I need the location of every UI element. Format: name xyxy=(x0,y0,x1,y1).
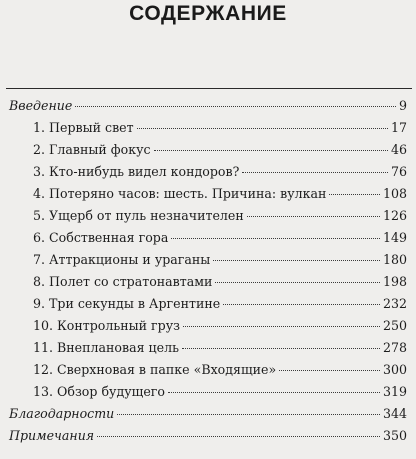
toc-entry-page-number: 344 xyxy=(382,406,407,421)
toc-entry xyxy=(33,186,407,206)
toc-entry-title: 1. Первый свет xyxy=(33,120,134,135)
toc-entry xyxy=(33,120,407,140)
toc-entry-page-number: 76 xyxy=(390,164,407,179)
toc-entry-title: Благодарности xyxy=(9,406,115,421)
toc-entry-title: Введение xyxy=(9,98,73,113)
toc-entry xyxy=(33,142,407,162)
dot-leader xyxy=(182,348,380,349)
toc-entry-page-number: 9 xyxy=(398,98,407,113)
dot-leader xyxy=(247,216,380,217)
toc-entry-title: 4. Потеряно часов: шесть. Причина: вулкан xyxy=(33,186,327,201)
toc-entry xyxy=(33,252,407,272)
toc-entry xyxy=(33,340,407,360)
page-title: СОДЕРЖАНИЕ xyxy=(129,2,287,25)
toc-entry xyxy=(9,428,407,448)
dot-leader xyxy=(137,128,388,129)
toc-entry-page-number: 198 xyxy=(382,274,407,289)
toc-entry-title: 3. Кто-нибудь видел кондоров? xyxy=(33,164,240,179)
dot-leader xyxy=(215,282,380,283)
toc-entry-page-number: 46 xyxy=(390,142,407,157)
toc-entry-title: 9. Три секунды в Аргентине xyxy=(33,296,221,311)
toc-entry-page-number: 108 xyxy=(382,186,407,201)
toc-entry-title: 10. Контрольный груз xyxy=(33,318,180,333)
toc-entry xyxy=(33,384,407,404)
toc-entry xyxy=(33,318,407,338)
dot-leader xyxy=(154,150,388,151)
dot-leader xyxy=(183,326,380,327)
dot-leader xyxy=(97,436,380,437)
toc-entry-title: 11. Внеплановая цель xyxy=(33,340,179,355)
toc-entry-title: 8. Полет со стратонавтами xyxy=(33,274,213,289)
toc-entry-page-number: 17 xyxy=(390,120,407,135)
toc-entry-page-number: 300 xyxy=(382,362,407,377)
toc-entry xyxy=(33,208,407,228)
toc-entry xyxy=(33,164,407,184)
toc-entry xyxy=(33,296,407,316)
toc-entry-page-number: 250 xyxy=(382,318,407,333)
dot-leader xyxy=(242,172,388,173)
divider-rule xyxy=(6,88,412,89)
toc-entry-title: 7. Аттракционы и ураганы xyxy=(33,252,211,267)
dot-leader xyxy=(171,238,380,239)
toc-entry-title: Примечания xyxy=(9,428,95,443)
dot-leader xyxy=(117,414,380,415)
dot-leader xyxy=(223,304,380,305)
dot-leader xyxy=(168,392,380,393)
toc-entry-page-number: 232 xyxy=(382,296,407,311)
toc-entry-title: 2. Главный фокус xyxy=(33,142,151,157)
toc-entry-title: 13. Обзор будущего xyxy=(33,384,165,399)
toc-entry xyxy=(33,230,407,250)
toc-entry xyxy=(9,98,407,118)
toc-entry-page-number: 278 xyxy=(382,340,407,355)
toc-entry xyxy=(33,274,407,294)
toc-entry xyxy=(9,406,407,426)
toc-entry xyxy=(33,362,407,382)
dot-leader xyxy=(279,370,380,371)
dot-leader xyxy=(329,194,380,195)
toc-entry-page-number: 180 xyxy=(382,252,407,267)
toc-entry-page-number: 149 xyxy=(382,230,407,245)
dot-leader xyxy=(213,260,380,261)
toc-entry-title: 6. Собственная гора xyxy=(33,230,169,245)
toc-entry-title: 12. Сверхновая в папке «Входящие» xyxy=(33,362,277,377)
toc-entry-page-number: 319 xyxy=(382,384,407,399)
toc-entry-page-number: 126 xyxy=(382,208,407,223)
toc-entry-title: 5. Ущерб от пуль незначителен xyxy=(33,208,244,223)
dot-leader xyxy=(75,106,396,107)
toc-entry-page-number: 350 xyxy=(382,428,407,443)
